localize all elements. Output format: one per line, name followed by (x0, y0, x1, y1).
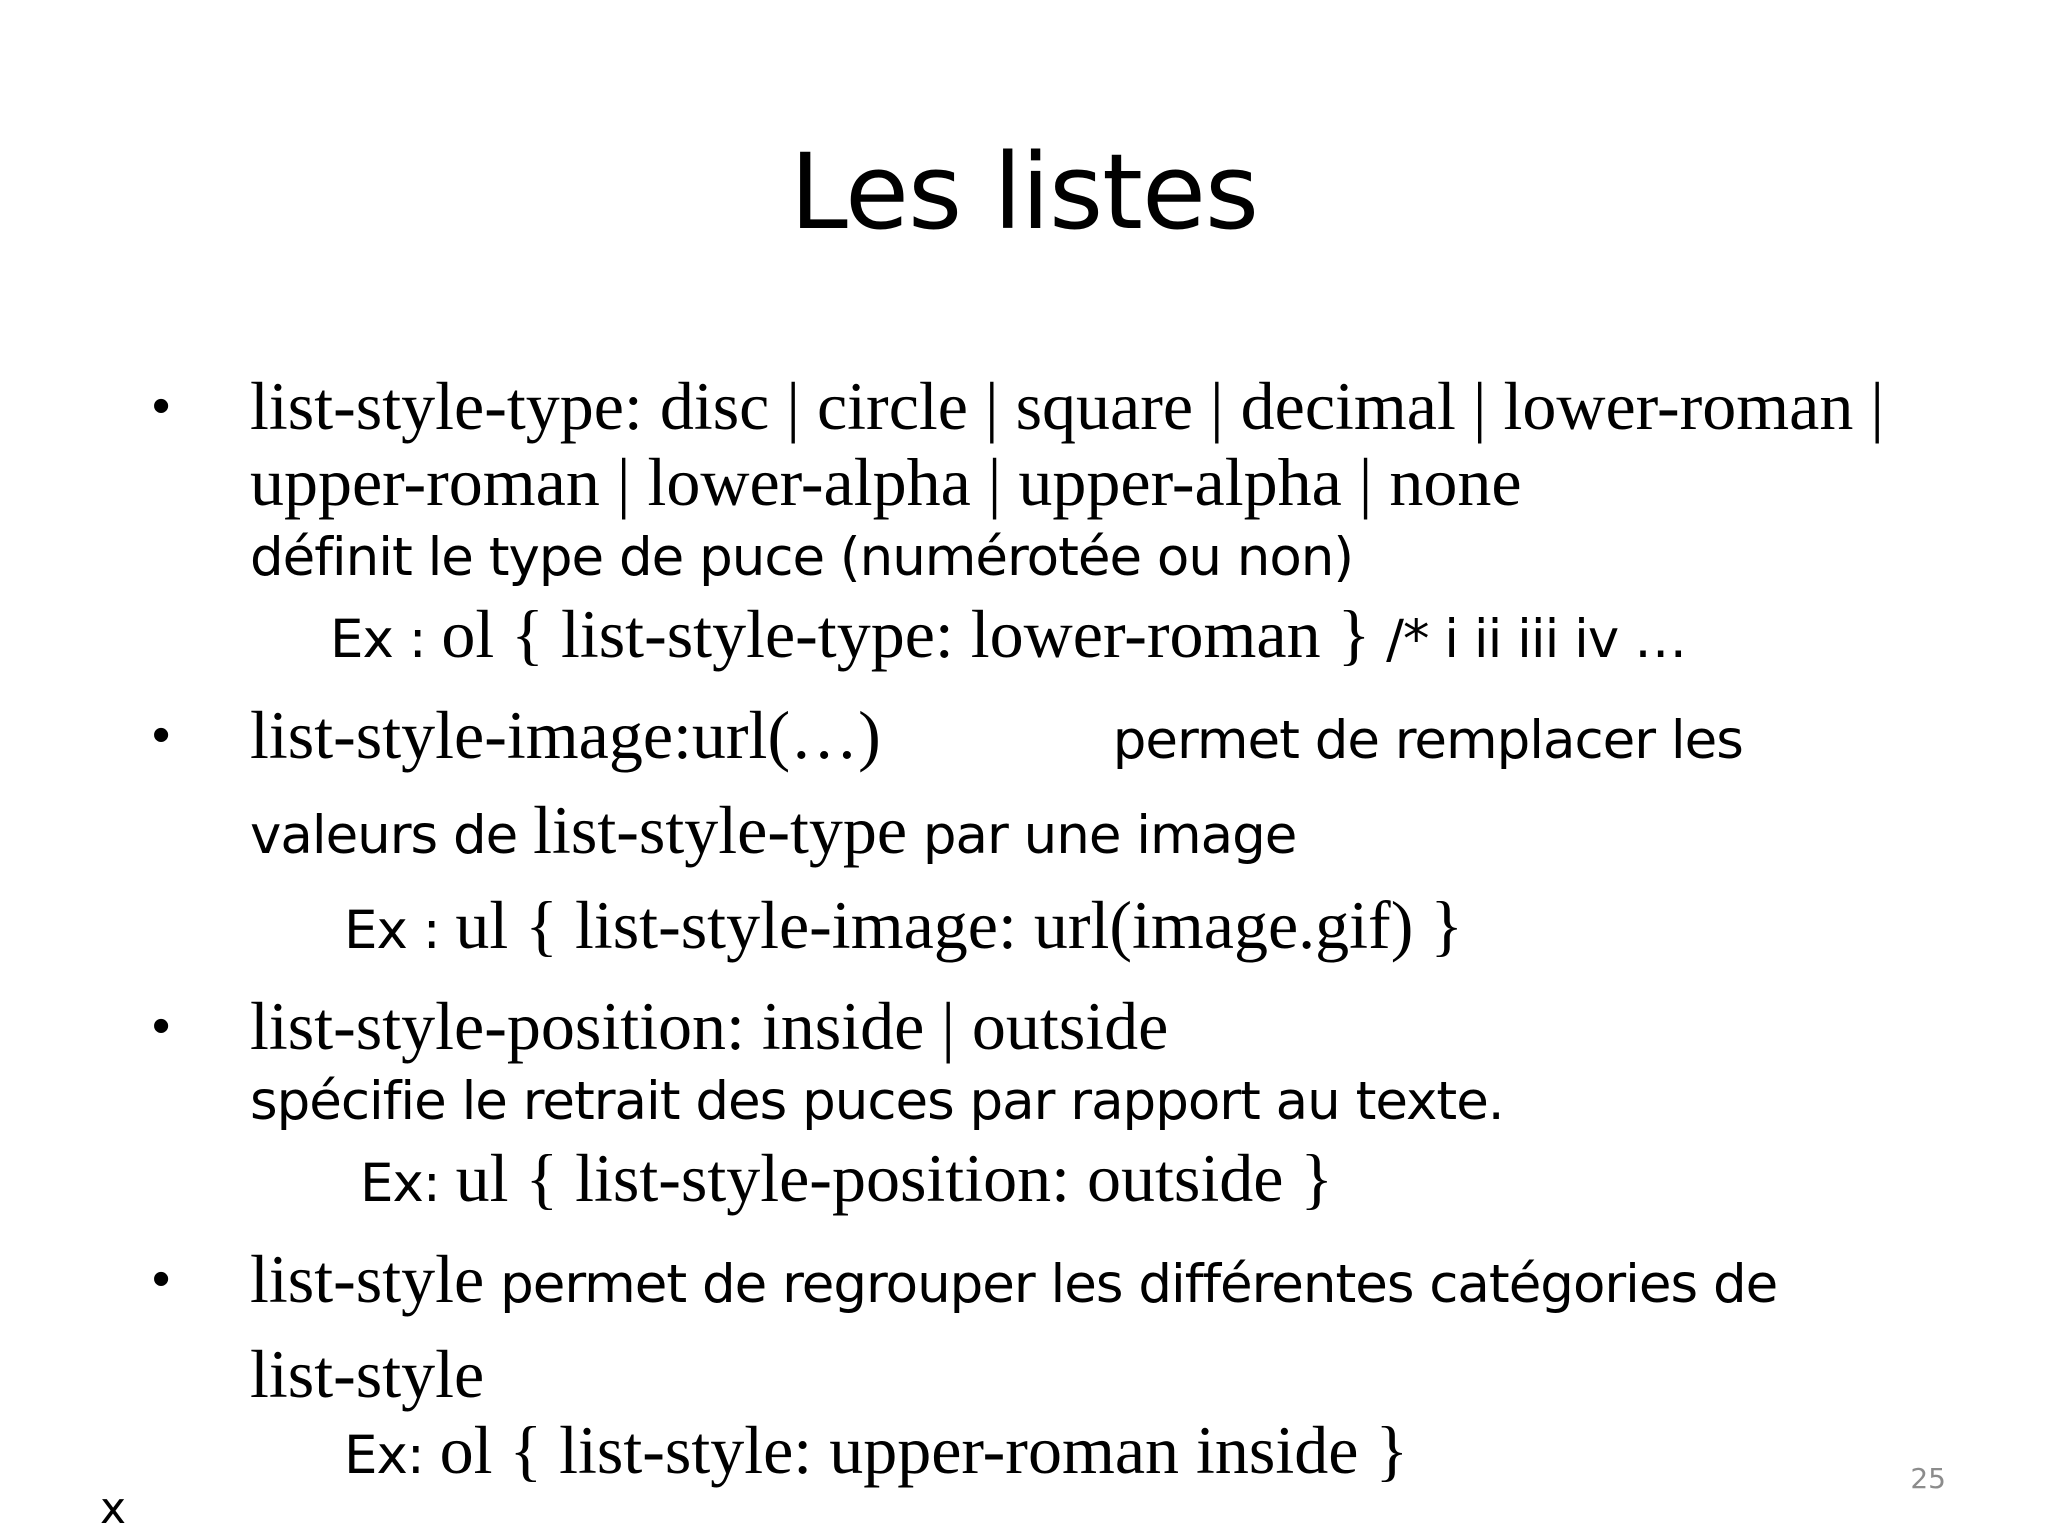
list-item-list-style-type (148, 368, 1968, 691)
property-description: spécifie le retrait des puces par rapport au texte. (250, 1071, 1504, 1132)
slide-title: Les listes (789, 131, 1259, 253)
page-number: 25 (1910, 1462, 1946, 1495)
list-item-list-style-image (148, 697, 1968, 982)
bullet-dot: • (152, 1250, 171, 1308)
example-code: ol { list-style: upper-roman inside } (439, 1412, 1409, 1488)
property-syntax-line-1: list-style-type: disc | circle | square | decimal | lower-roman | (250, 368, 1884, 444)
property-syntax: list-style-image:url(…) (250, 697, 881, 773)
example-line (250, 1412, 1968, 1507)
list-item-list-style (148, 1241, 1968, 1507)
description-prefix: valeurs de (250, 805, 534, 866)
property-description-part-1: permet de remplacer les (1112, 710, 1743, 771)
property-syntax-line-2: upper-roman | lower-alpha | upper-alpha | none (250, 444, 1522, 520)
property-description: définit le type de puce (numérotée ou non) (250, 527, 1354, 588)
example-prefix: Ex : (344, 900, 456, 961)
bullet-dot: • (152, 997, 171, 1055)
example-prefix: Ex: (360, 1153, 456, 1214)
example-comment: /* i ii iii iv … (1370, 609, 1687, 670)
list-item-list-style-position (148, 988, 1968, 1235)
example-code: ol { list-style-type: lower-roman } (441, 596, 1371, 672)
example-line (250, 887, 1968, 982)
description-suffix: par une image (907, 805, 1297, 866)
corner-mark: x (100, 1483, 127, 1534)
property-syntax: list-style-position: inside | outside (250, 988, 1169, 1064)
example-code: ul { list-style-position: outside } (455, 1140, 1334, 1216)
example-line (250, 1140, 1968, 1235)
example-prefix: Ex : (330, 609, 442, 670)
property-description: permet de regrouper les différentes catégories de (484, 1254, 1778, 1315)
example-prefix: Ex: (344, 1425, 440, 1486)
bullet-list (148, 368, 1968, 1513)
property-line (250, 1241, 1968, 1336)
example-line (250, 596, 1968, 691)
description-line (250, 792, 1968, 887)
bullet-dot: • (152, 377, 171, 435)
property-line (250, 697, 1968, 792)
example-code: ul { list-style-image: url(image.gif) } (455, 887, 1463, 963)
property-syntax-line-2: list-style (250, 1336, 485, 1412)
description-code: list-style-type (533, 792, 908, 868)
property-syntax: list-style (250, 1241, 485, 1317)
bullet-dot: • (152, 706, 171, 764)
